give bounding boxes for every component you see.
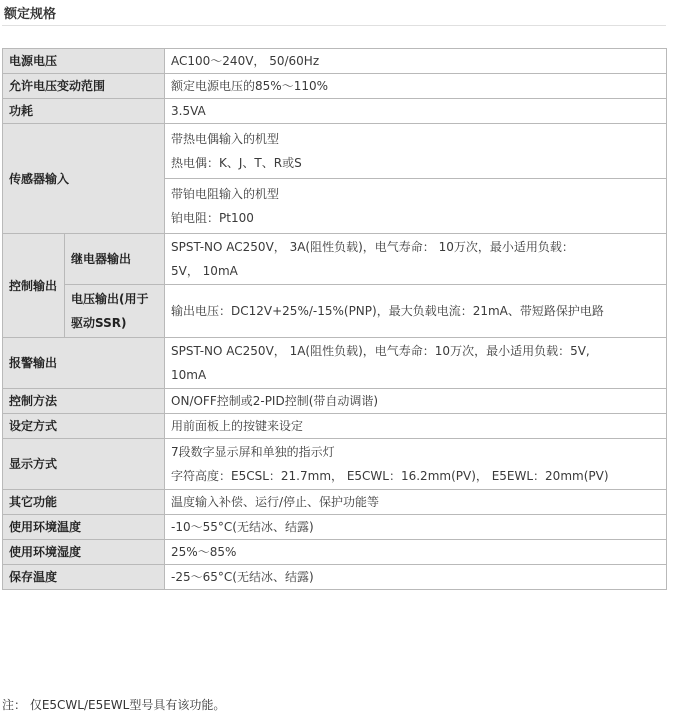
table-row: [3, 74, 667, 99]
row-label: 保存温度: [3, 565, 165, 590]
row-value: 用前面板上的按键来设定: [165, 414, 667, 439]
sub-label: 继电器输出: [65, 234, 165, 285]
row-value: [165, 179, 667, 234]
table-row: [3, 389, 667, 414]
row-value: 3.5VA: [165, 99, 667, 124]
table-row: [3, 515, 667, 540]
row-label: 使用环境湿度: [3, 540, 165, 565]
spec-table: [2, 48, 667, 590]
alarm-line-2: 10mA: [171, 368, 207, 382]
row-label: 传感器输入: [3, 124, 165, 234]
display-line-1: 7段数字显示屏和单独的指示灯: [171, 445, 335, 459]
display-line-2: 字符高度：E5CSL：21.7mm， E5CWL：16.2mm(PV)， E5EWL：20mm(PV): [171, 469, 609, 483]
row-label: 控制方法: [3, 389, 165, 414]
table-row: [3, 540, 667, 565]
table-row: [3, 490, 667, 515]
row-value: -25～65°C(无结冰、结露): [165, 565, 667, 590]
table-row: [3, 99, 667, 124]
row-label: 使用环境温度: [3, 515, 165, 540]
row-label: 控制输出: [3, 234, 65, 338]
table-row: [3, 338, 667, 389]
thermocouple-types: 热电偶：K、J、T、R或S: [171, 156, 302, 170]
row-label: 功耗: [3, 99, 165, 124]
sub-label: 电压输出(用于驱动SSR): [65, 285, 165, 338]
row-label: 设定方式: [3, 414, 165, 439]
table-row: [3, 124, 667, 179]
row-value: ON/OFF控制或2-PID控制(带自动调谐): [165, 389, 667, 414]
alarm-line-1: SPST-NO AC250V， 1A(阻性负载)，电气寿命：10万次，最小适用负载：5V,: [171, 344, 590, 358]
row-value: 额定电源电压的85%～110%: [165, 74, 667, 99]
table-row: [3, 49, 667, 74]
row-label: 报警输出: [3, 338, 165, 389]
row-value: -10～55°C(无结冰、结露): [165, 515, 667, 540]
row-value: [165, 439, 667, 490]
table-row: [3, 439, 667, 490]
title-divider: [2, 25, 666, 26]
row-value: 25%～85%: [165, 540, 667, 565]
table-row: [3, 285, 667, 338]
rtd-model: 带铂电阻输入的机型: [171, 187, 280, 201]
footnote: 注： 仅E5CWL/E5EWL型号具有该功能。: [2, 698, 226, 712]
row-value: [165, 338, 667, 389]
row-value: [165, 124, 667, 179]
row-label: 显示方式: [3, 439, 165, 490]
table-row: [3, 234, 667, 285]
row-label: 其它功能: [3, 490, 165, 515]
section-title: 额定规格: [4, 7, 57, 22]
rtd-type: 铂电阻：Pt100: [171, 211, 254, 225]
row-value: AC100～240V， 50/60Hz: [165, 49, 667, 74]
row-value: 温度输入补偿、运行/停止、保护功能等: [165, 490, 667, 515]
table-row: [3, 565, 667, 590]
relay-line-1: SPST-NO AC250V， 3A(阻性负载)，电气寿命： 10万次，最小适用负载：: [171, 240, 574, 254]
thermocouple-model: 带热电偶输入的机型: [171, 132, 280, 146]
row-label: 电源电压: [3, 49, 165, 74]
row-value: [165, 234, 667, 285]
relay-line-2: 5V， 10mA: [171, 264, 238, 278]
row-value: 输出电压：DC12V+25%/-15%(PNP)，最大负载电流：21mA、带短路保护电路: [165, 285, 667, 338]
table-row: [3, 414, 667, 439]
row-label: 允许电压变动范围: [3, 74, 165, 99]
